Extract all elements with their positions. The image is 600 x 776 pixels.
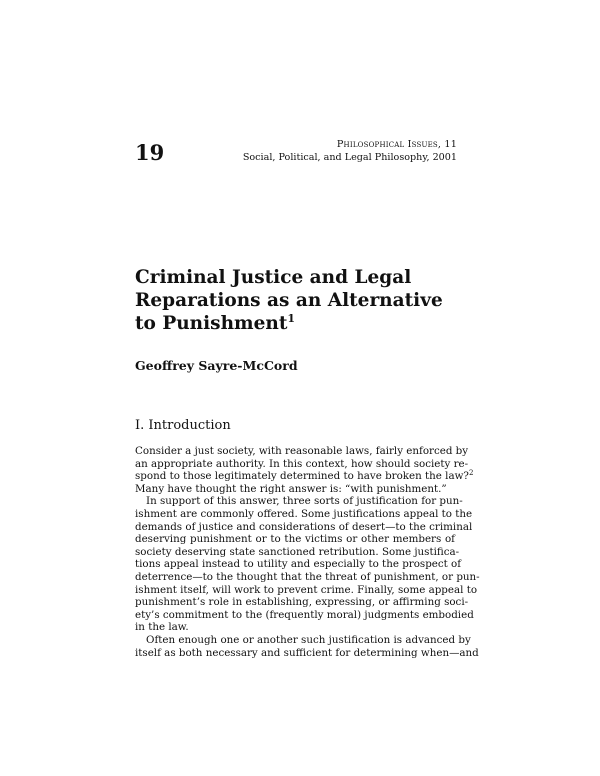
text-line: tions appeal instead to utility and especially to the prospect of	[135, 558, 462, 571]
text-line: demands of justice and considerations of desert—to the criminal	[135, 520, 473, 533]
title-line: Criminal Justice and Legal	[135, 267, 412, 288]
article-title	[135, 266, 465, 335]
title-line: to Punishment	[135, 313, 288, 334]
body-text	[135, 445, 480, 659]
text-line: deserving punishment or to the victims or other members of	[135, 533, 455, 546]
paragraph	[135, 633, 479, 659]
title-footnote-marker[interactable]: 1	[287, 312, 296, 325]
section-heading: I. Introduction	[135, 418, 231, 433]
text-line: ishment itself, will work to prevent crime. Finally, some appeal to	[135, 583, 478, 596]
journal-name: Philosophical Issues, 11	[336, 139, 457, 150]
title-line: Reparations as an Alternative	[135, 290, 443, 311]
text-line: punishment’s role in establishing, expressing, or affirming soci-	[135, 596, 469, 609]
text-line: society deserving state sanctioned retribution. Some justifica-	[135, 545, 460, 558]
chapter-number: 19	[135, 140, 165, 165]
journal-header	[243, 138, 457, 164]
text-line: ishment are commonly offered. Some justifications appeal to the	[135, 507, 473, 520]
paragraph	[135, 495, 480, 634]
text-line: Consider a just society, with reasonable laws, fairly enforced by	[135, 445, 469, 457]
footnote-marker[interactable]: 2	[468, 469, 474, 478]
text-line: an appropriate authority. In this context, how should society re-	[135, 457, 469, 470]
journal-subtitle: Social, Political, and Legal Philosophy, 2001	[242, 152, 457, 163]
text-line: In support of this answer, three sorts of justification for pun-	[146, 495, 463, 508]
text-line: deterrence—to the thought that the threat of punishment, or pun-	[135, 570, 480, 583]
text-line: itself as both necessary and sufficient for determining when—and	[135, 646, 479, 659]
text-line: ety’s commitment to the (frequently moral) judgments embodied	[135, 608, 474, 621]
text-line: spond to those legitimately determined to have broken the law?$^2$	[135, 469, 474, 483]
text-line: Many have thought the right answer is: “with punishment.”	[135, 482, 447, 495]
text-line: in the law.	[135, 621, 189, 634]
paragraph	[135, 445, 474, 495]
author-name: Geoffrey Sayre-McCord	[135, 358, 298, 373]
text-line: Often enough one or another such justification is advanced by	[146, 633, 471, 646]
